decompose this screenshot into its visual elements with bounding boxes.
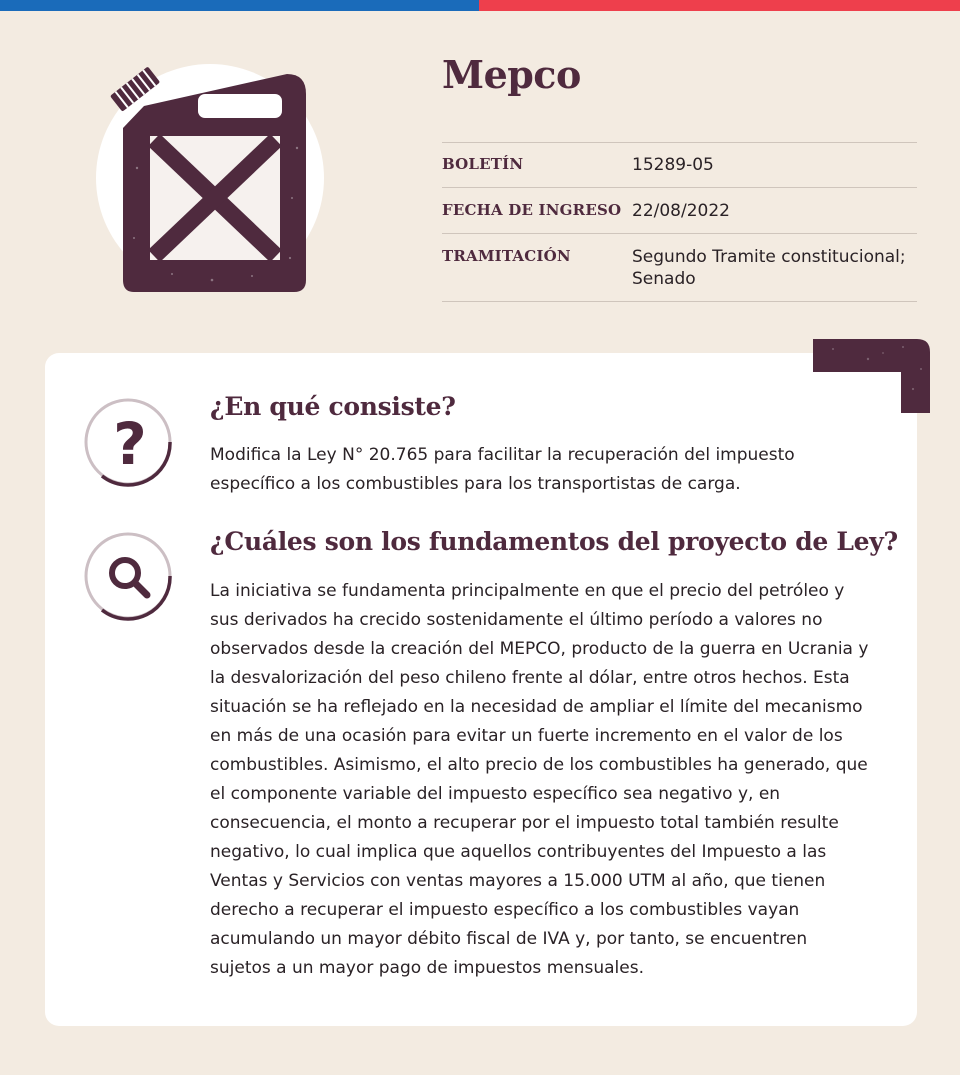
- bill-metadata-table: [442, 142, 917, 302]
- meta-value: 22/08/2022: [632, 201, 730, 221]
- meta-label: FECHA DE INGRESO: [442, 201, 622, 219]
- magnifier-icon: [84, 532, 176, 624]
- jerry-can-icon: [92, 58, 332, 303]
- meta-label: TRAMITACIÓN: [442, 247, 571, 265]
- meta-row-boletin: [442, 143, 917, 188]
- top-bar-blue-segment: [0, 0, 479, 11]
- corner-decoration: [813, 339, 931, 413]
- page-title: Mepco: [442, 52, 581, 97]
- section-heading-que-consiste: ¿En qué consiste?: [210, 392, 456, 421]
- question-mark-icon: [84, 398, 176, 490]
- top-color-bar: [0, 0, 960, 11]
- meta-row-fecha-de-ingreso: [442, 188, 917, 234]
- section-heading-fundamentos: ¿Cuáles son los fundamentos del proyecto de Ley?: [210, 527, 898, 556]
- meta-row-tramitacion: [442, 234, 917, 302]
- meta-value: Segundo Tramite constitucional; Senado: [632, 247, 906, 289]
- section-body-que-consiste: Modifica la Ley N° 20.765 para facilitar la recuperación del impuesto específico a los combustibles para los transportistas de carga.: [210, 445, 795, 494]
- meta-value: 15289-05: [632, 155, 714, 175]
- meta-label: BOLETÍN: [442, 155, 524, 173]
- section-body-fundamentos: La iniciativa se fundamenta principalmente en que el precio del petróleo y sus derivados ha crecido sostenidamente el último período a valores no observados desde la creación del MEPCO, producto de la guerra en Ucrania y la desvalorización del peso chileno frente al dólar, entre otros hechos. Esta situación se ha reflejado en la necesidad de ampliar el límite del mecanismo en más de una ocasión para evitar un fuerte incremento en el valor de los combustibles. Asimismo, el alto precio de los combustibles ha generado, que el componente variable del impuesto específico sea negativo y, en consecuencia, el monto a recuperar por el impuesto total también resulte negativo, lo cual implica que aquellos contribuyentes del Impuesto a las Ventas y Servicios con ventas mayores a 15.000 UTM al año, que tienen derecho a recuperar el impuesto específico a los combustibles vayan acumulando un mayor débito fiscal de IVA y, por tanto, se encuentren sujetos a un mayor pago de impuestos mensuales.: [210, 581, 869, 978]
- top-bar-red-segment: [479, 0, 960, 11]
- svg-text:?: ?: [113, 410, 147, 478]
